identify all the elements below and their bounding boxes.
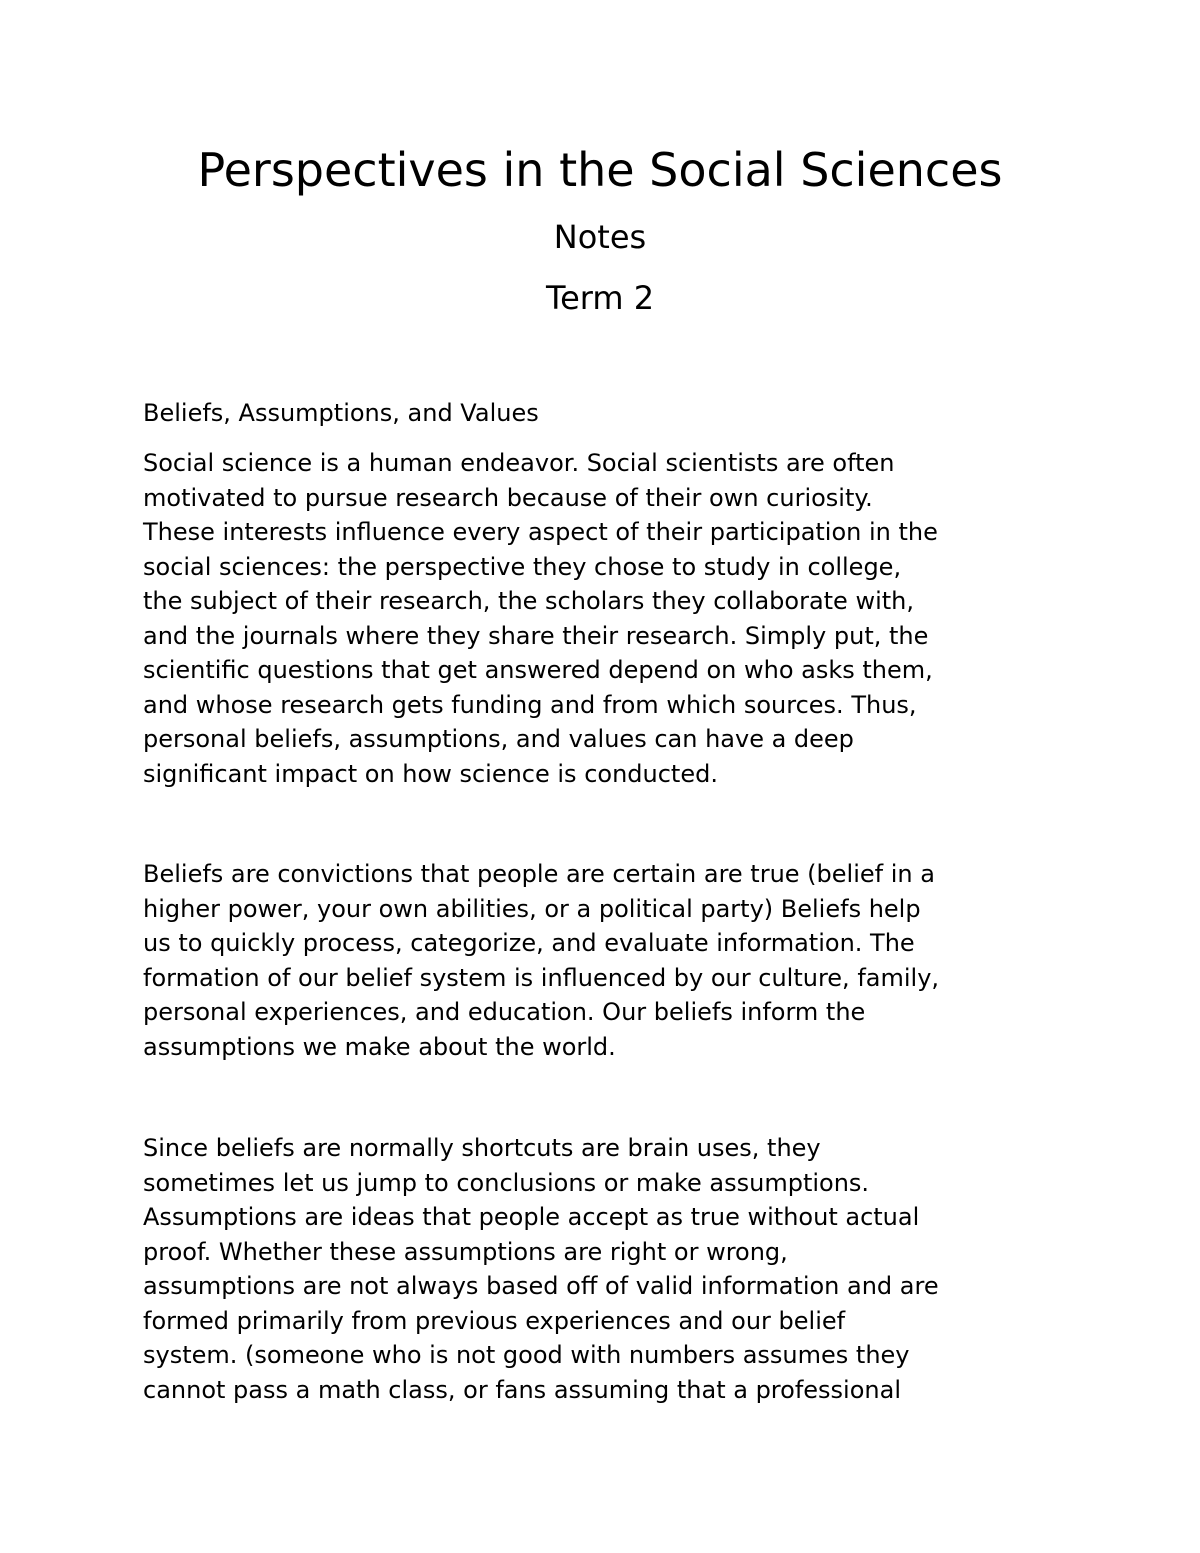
document-title: Perspectives in the Social Sciences bbox=[197, 143, 1003, 197]
paragraph-line: formed primarily from previous experiences and our belief bbox=[143, 1306, 846, 1335]
paragraph-line: assumptions we make about the world. bbox=[143, 1032, 616, 1061]
paragraph-line: system. (someone who is not good with numbers assumes they bbox=[143, 1341, 910, 1369]
paragraph-line: Assumptions are ideas that people accept as true without actual bbox=[143, 1203, 920, 1231]
paragraph-line: proof. Whether these assumptions are right or wrong, bbox=[143, 1237, 788, 1266]
document-term: Term 2 bbox=[545, 279, 655, 317]
paragraph-line: personal experiences, and education. Our beliefs inform the bbox=[143, 998, 866, 1026]
paragraph-line: scientific questions that get answered depend on who asks them, bbox=[143, 656, 933, 684]
paragraph-intro bbox=[143, 446, 1083, 791]
paragraph-assumptions bbox=[143, 1131, 1083, 1407]
paragraph-line: and whose research gets funding and from which sources. Thus, bbox=[143, 690, 917, 719]
paragraph-line: the subject of their research, the scholars they collaborate with, bbox=[143, 587, 914, 615]
paragraph-line: sometimes let us jump to conclusions or make assumptions. bbox=[143, 1168, 870, 1197]
paragraph-line: Social science is a human endeavor. Social scientists are often bbox=[143, 449, 895, 477]
paragraph-beliefs bbox=[143, 857, 1083, 1064]
paragraph-line: higher power, your own abilities, or a political party) Beliefs help bbox=[143, 894, 921, 923]
document-subtitle: Notes bbox=[553, 218, 647, 256]
paragraph-line: motivated to pursue research because of their own curiosity. bbox=[143, 483, 873, 512]
paragraph-line: social sciences: the perspective they chose to study in college, bbox=[143, 552, 902, 581]
paragraph-line: significant impact on how science is conducted. bbox=[143, 759, 718, 788]
paragraph-line: formation of our belief system is influenced by our culture, family, bbox=[143, 963, 940, 992]
paragraph-line: and the journals where they share their research. Simply put, the bbox=[143, 621, 929, 650]
paragraph-line: These interests influence every aspect of their participation in the bbox=[143, 518, 938, 546]
paragraph-line: cannot pass a math class, or fans assuming that a professional bbox=[143, 1375, 901, 1404]
section-heading: Beliefs, Assumptions, and Values bbox=[143, 399, 539, 427]
paragraph-line: us to quickly process, categorize, and evaluate information. The bbox=[143, 929, 915, 957]
paragraph-line: Beliefs are convictions that people are certain are true (belief in a bbox=[143, 860, 935, 888]
paragraph-line: personal beliefs, assumptions, and values can have a deep bbox=[143, 725, 854, 753]
paragraph-line: assumptions are not always based off of valid information and are bbox=[143, 1272, 939, 1300]
paragraph-line: Since beliefs are normally shortcuts are brain uses, they bbox=[143, 1134, 821, 1162]
